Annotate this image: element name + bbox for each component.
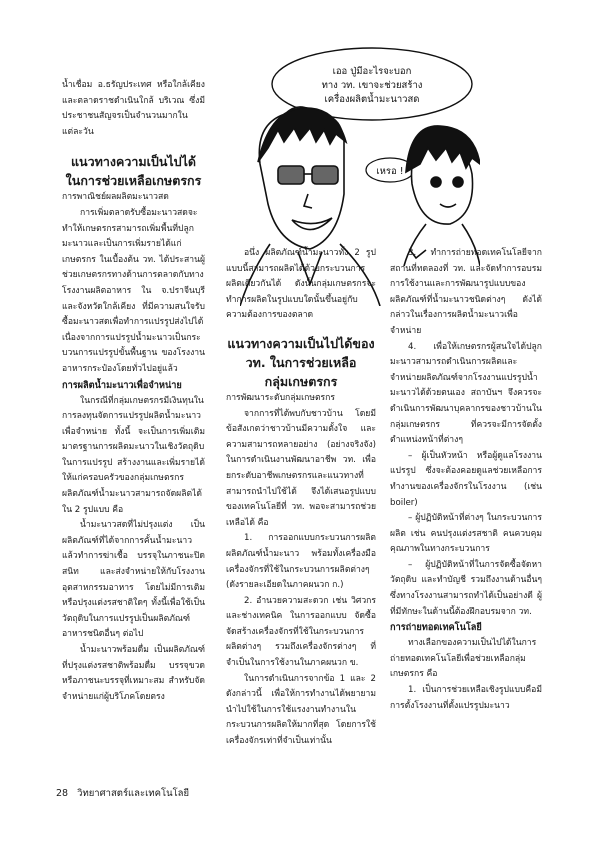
left-heading-1: แนวทางความเป็นไปได้ bbox=[71, 154, 196, 170]
right-paragraph-4: 1. เป็นการช่วยเหลือเชิงรูปแบบคือมีการตั้งโรงงานที่ตั้งแปรรูปมะนาว bbox=[390, 685, 542, 711]
left-subheading-2: การผลิตน้ำมะนาวเพื่อจำหน่าย bbox=[62, 379, 182, 391]
right-bullet-2: – ผู้ปฏิบัติหน้าที่ต่างๆ ในกระบวนการผลิต เช่น คนปรุงแต่งรสชาติ คนควบคุมคุณภาพในทางกระบวนการ bbox=[390, 513, 542, 555]
mid-heading-2: วท. ในการช่วยเหลือ bbox=[245, 354, 357, 370]
right-paragraph-1: 3. ทำการถ่ายทอดเทคโนโลยีจากสถานที่ทดลองที่ วท. และจัดทำการอบรมการใช้งานและการพัฒนารูปแบบของผลิตภัณฑ์ที่น้ำมะนาวชนิดต่างๆ ดังได้กล่าวในเรื่องการผลิตน้ำมะนาวเพื่อจำหน่าย bbox=[390, 248, 542, 336]
left-paragraph-4: น้ำมะนาวพร้อมดื่ม เป็นผลิตภัณฑ์ที่ปรุงแต่งรสชาติพร้อมดื่ม บรรจุขวดหรือภาชนะบรรจุที่เหมาะสม สำหรับจัดจำหน่ายแก่ผู้บริโภคโดยตรง bbox=[62, 645, 205, 702]
left-paragraph-1: การเพิ่มตลาดรับซื้อมะนาวสดจะทำให้เกษตรกรสามารถเพิ่มพื้นที่ปลูกมะนาวและเป็นการเพิ่มรายได้แก่เกษตรกร ในเบื้องต้น วท. ได้ประสานผู้ช่วยเกษตรกรทางด้านการตลาดกับทางโรงงานผลิตอาหาร ใน จ.ปราจีนบุรี และจังหวัดใกล้เคียง ที่มีความสนใจรับซื้อมะนาวสดเพื่อทำการแปรรูปส่งไปได้ เนื่องจากการแปรรูปน้ำมะนาวเป็นกระบวนการแปรรูปขั้นพื้นฐาน ของโรงงานอาหารกระป๋องโดยทั่วไปอยู่แล้ว bbox=[62, 207, 205, 374]
left-paragraph-2: ในกรณีที่กลุ่มเกษตรกรมีเงินทุนในการลงทุนจัดการแปรรูปผลิตน้ำมะนาวเพื่อจำหน่าย ทั้งนี้ จะเป็นการเพิ่มเติมมาตรฐานการผลิตมะนาวในเชิงวัตถุดิบในการแปรรูป สร้างงานและเพิ่มรายได้ให้แก่ครอบครัวของกลุ่มเกษตรกร ผลิตภัณฑ์น้ำมะนาวสามารถจัดผลิตได้ใน 2 รูปแบบ คือ bbox=[62, 395, 205, 515]
boy-figure bbox=[404, 126, 480, 266]
mid-paragraph-2: จากการที่ได้พบกับชาวบ้าน โดยมีข้อสังเกตว่าชาวบ้านมีความตั้งใจ และความสามารถหลายอย่าง (อย่างจริงจัง) ในการดำเนินงานพัฒนาอาชีพ วท. เพื่อยกระดับอาชีพเกษตรกรและแนวทางที่สามารถนำไปใช้ได้ จึงได้เสนอรูปแบบของเทคโนโลยีที่ วท. พอจะสามารถช่วยเหลือได้ คือ bbox=[226, 408, 376, 528]
left-intro: น้ำเชื่อม อ.ธรัญประเทศ หรือใกล้เคียง และตลาดราชดำเนินใกล้ บริเวณ ซึ่งมีประชาชนสัญจรเป็นจำนวนมากในแต่ละวัน bbox=[62, 80, 205, 137]
right-paragraph-3: ทางเลือกของความเป็นไปได้ในการถ่ายทอดเทคโนโลยีเพื่อช่วยเหลือกลุ่มเกษตรกร คือ bbox=[390, 638, 537, 680]
mid-heading-3: กลุ่มเกษตรกร bbox=[264, 373, 338, 389]
page-footer bbox=[56, 786, 195, 801]
mid-paragraph-1: อนึ่ง ผลิตภัณฑ์น้ำมะนาวทั้ง 2 รูปแบบนี้สามารถผลิตได้ด้วยกระบวนการผลิตเดียวกันได้ ดังนั้นกลุ่มเกษตรกรจะทำการผลิตในรูปแบบใดนั้นขึ้นอยู่กับความต้องการของตลาด bbox=[226, 248, 376, 321]
mid-paragraph-5: ในการดำเนินการจากข้อ 1 และ 2 ดังกล่าวนี้ เพื่อให้การทำงานได้พยายามนำไปใช้ในการใช้แรงงานทำงานในกระบวนการผลิตให้มากที่สุด โดยการใช้เครื่องจักรเท่าที่จำเป็นเท่านั้น bbox=[226, 673, 376, 747]
left-column bbox=[62, 78, 205, 705]
right-column bbox=[390, 246, 542, 714]
mid-paragraph-3: 1. การออกแบบกระบวนการผลิตผลิตภัณฑ์น้ำมะนาว พร้อมทั้งเครื่องมือเครื่องจักรที่ใช้ในกระบวนการผลิตต่างๆ (ดังรายละเอียดในภาคผนวก ก.) bbox=[226, 533, 376, 591]
right-paragraph-2: 4. เพื่อให้เกษตรกรผู้สนใจได้ปลูกมะนาวสามารถดำเนินการผลิตและจำหน่ายผลิตภัณฑ์จากโรงงานแปรรูปน้ำมะนาวได้ด้วยตนเอง สถาบันฯ จึงควรจะดำเนินการพัฒนาบุคลากรของชาวบ้านในกลุ่มเกษตรกร ที่ควรจะมีการจัดตั้งตำแหน่งหน้าที่ต่างๆ bbox=[390, 341, 542, 446]
mid-heading-1: แนวทางความเป็นไปได้ของ bbox=[227, 335, 375, 351]
right-bullet-1: – ผู้เป็นหัวหน้า หรือผู้ดูแลโรงงานแปรรูป ซึ่งจะต้องคอยดูแลช่วยเหลือการทำงานของเครื่องจักรในโรงงาน (เช่น boiler) bbox=[390, 450, 542, 508]
left-heading-2: ในการช่วยเหลือเกษตรกร bbox=[65, 173, 202, 189]
journal-title: วิทยาศาสตร์และเทคโนโลยี bbox=[77, 788, 190, 799]
mid-subheading-1: การพัฒนาระดับกลุ่มเกษตรกร bbox=[226, 392, 335, 403]
bubble-small-text: เหรอ ! bbox=[376, 166, 404, 177]
bubble-main-line-2: ทาง วท. เขาจะช่วยสร้าง bbox=[321, 80, 423, 91]
mid-paragraph-4: 2. อำนวยความสะดวก เช่น วิศวกรและช่างเทคนิค ในการออกแบบ จัดซื้อ จัดสร้างเครื่องจักรที่ใช้ในกระบวนการผลิตต่างๆ รวมถึงเครื่องจักรต่างๆ ที่จำเป็นในการใช้งานในภาคผนวก ข. bbox=[226, 595, 376, 669]
left-paragraph-3: น้ำมะนาวสดที่ไม่ปรุงแต่ง เป็นผลิตภัณฑ์ที่ได้จากการคั้นน้ำมะนาวแล้วทำการฆ่าเชื้อ บรรจุในภาชนะปิดสนิท และส่งจำหน่ายให้กับโรงงานอุตสาหกรรมอาหาร โดยไม่มีการเติมหรือปรุงแต่งรสชาติใดๆ ทั้งนี้เพื่อใช้เป็นวัตถุดิบในการแปรรูปเป็นผลิตภัณฑ์อาหารชนิดอื่นๆ ต่อไป bbox=[62, 520, 205, 640]
middle-column bbox=[226, 246, 376, 750]
bubble-main-line-3: เครื่องผลิตน้ำมะนาวสด bbox=[324, 94, 420, 105]
right-subheading-1: การถ่ายทอดเทคโนโลยี bbox=[390, 622, 482, 634]
right-bullet-3: – ผู้ปฏิบัติหน้าที่ในการจัดซื้อจัดหาวัตถุดิบ และทำบัญชี รวมถึงงานด้านอื่นๆ ซึ่งทางโรงงานสามารถทำได้เป็นอย่างดี ผู้ที่มีทักษะในด้านนี้ต้องฝึกอบรมจาก วท. bbox=[390, 559, 542, 617]
left-subheading-1: การพาณิชย์ผลผลิตมะนาวสด bbox=[62, 192, 169, 203]
page-number: 28 bbox=[56, 788, 69, 799]
bubble-main-line-1: เออ ปู่มีอะไรจะบอก bbox=[332, 66, 412, 77]
